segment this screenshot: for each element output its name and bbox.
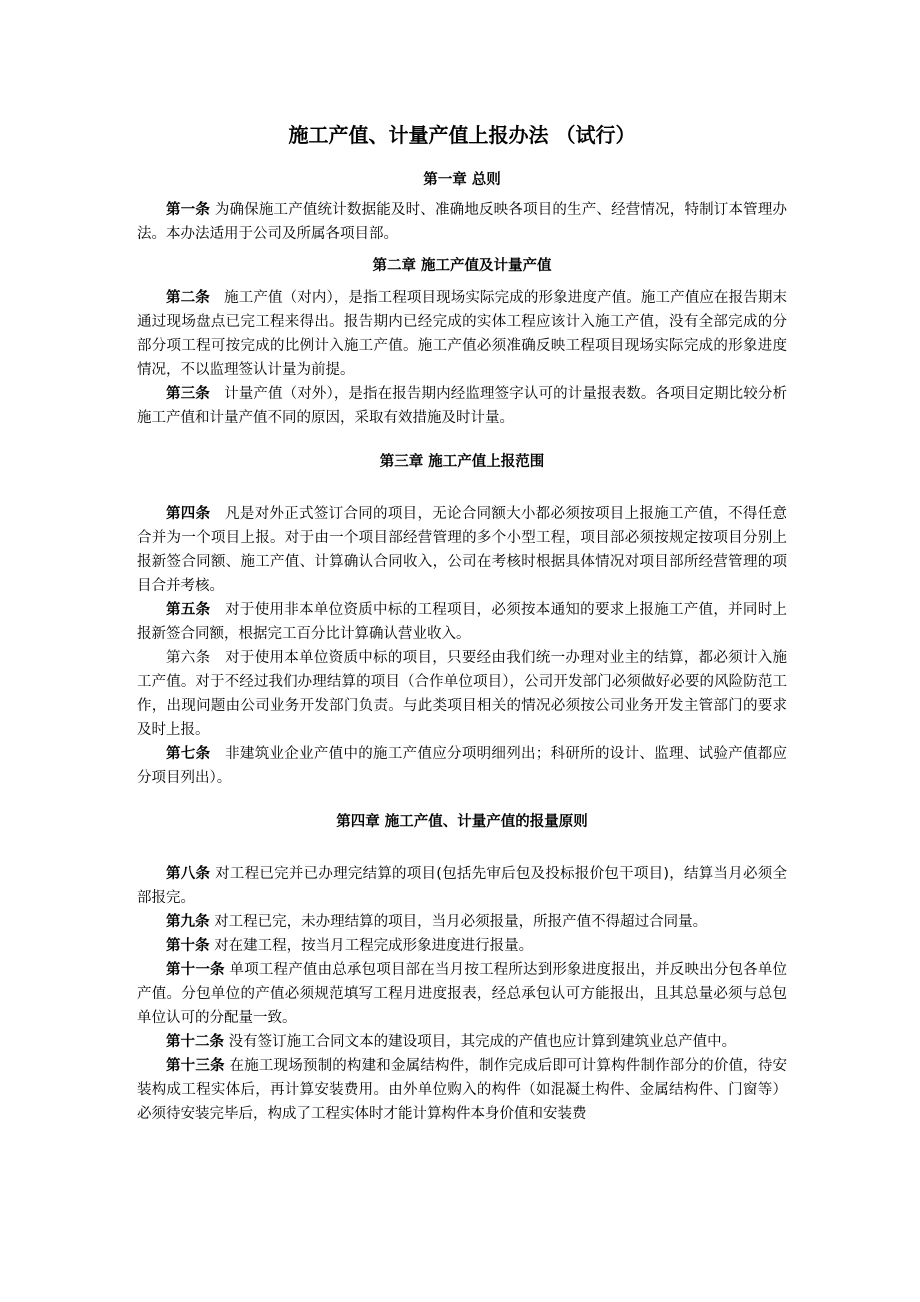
chapter-2-heading: 第二章 施工产值及计量产值	[372, 258, 552, 274]
article-text: 对于使用本单位资质中标的项目，只要经由我们统一办理对业主的结算，都必须计入施工产值。对于不经过我们办理结算的项目（合作单位项目），公司开发部门必须做好必要的风险防范工作，出现问题由公司业务开发部门负责。与此类项目相关的情况必须按公司业务开发主管部门的要求及时上报。	[137, 650, 788, 738]
article-text: 单项工程产值由总承包项目部在当月按工程所达到形象进度报出，并反映出分包各单位产值。分包单位的产值必须规范填写工程月进度报表，经总承包认可方能报出，且其总量必须与总包单位认可的分配量一致。	[137, 962, 788, 1026]
article-label: 第十二条	[166, 1034, 224, 1050]
article-13	[137, 1054, 787, 1126]
article-text: 凡是对外正式签订合同的项目，无论合同额大小都必须按项目上报施工产值，不得任意合并为一个项目上报。对于由一个项目部经营管理的多个小型工程，项目部必须按规定按项目分别上报新签合同额、施工产值、计算确认合同收入，公司在考核时根据具体情况对项目部所经营管理的项目合并考核。	[137, 506, 788, 594]
article-label: 第十条	[166, 938, 210, 954]
article-1	[137, 198, 787, 246]
article-10	[137, 934, 787, 958]
article-8	[137, 862, 787, 910]
article-text: 对于使用非本单位资质中标的工程项目，必须按本通知的要求上报施工产值，并同时上报新签合同额，根据完工百分比计算确认营业收入。	[137, 602, 788, 642]
article-label: 第二条	[166, 290, 210, 306]
article-3	[137, 382, 787, 430]
article-label: 第一条	[166, 202, 211, 218]
chapter-1-heading: 第一章 总则	[423, 172, 501, 188]
article-text: 在施工现场预制的构建和金属结构件，制作完成后即可计算构件制作部分的价值，待安装构成工程实体后，再计算安装费用。由外单位购入的构件（如混凝土构件、金属结构件、门窗等）必须待安装完毕后，构成了工程实体时才能计算构件本身价值和安装费	[137, 1058, 788, 1122]
article-7	[137, 742, 787, 790]
article-11	[137, 958, 787, 1030]
article-5	[137, 598, 787, 646]
document-page	[137, 120, 787, 1126]
chapter-3-heading: 第三章 施工产值上报范围	[379, 454, 545, 470]
article-text: 没有签订施工合同文本的建设项目，其完成的产值也应计算到建筑业总产值中。	[228, 1034, 737, 1050]
chapter-4-heading: 第四章 施工产值、计量产值的报量原则	[336, 814, 588, 830]
article-2	[137, 286, 787, 382]
document-title: 施工产值、计量产值上报办法 （试行）	[288, 123, 636, 147]
article-6	[137, 646, 787, 742]
article-label: 第八条	[166, 866, 211, 882]
article-text: 对工程已完，未办理结算的项目，当月必须报量，所报产值不得超过合同量。	[214, 914, 708, 930]
article-label: 第四条	[166, 506, 211, 522]
article-label: 第三条	[166, 386, 210, 402]
article-label: 第五条	[166, 602, 211, 618]
article-12	[137, 1030, 787, 1054]
article-text: 施工产值（对内），是指工程项目现场实际完成的形象进度产值。施工产值应在报告期末通过现场盘点已完工程来得出。报告期内已经完成的实体工程应该计入施工产值，没有全部完成的分部分项工程可按完成的比例计入施工产值。施工产值必须准确反映工程项目现场实际完成的形象进度情况，不以监理签认计量为前提。	[137, 290, 788, 378]
article-text: 非建筑业企业产值中的施工产值应分项明细列出；科研所的设计、监理、试验产值都应分项目列出）。	[137, 746, 788, 786]
article-4	[137, 502, 787, 598]
article-label: 第十三条	[166, 1058, 225, 1074]
article-text: 为确保施工产值统计数据能及时、准确地反映各项目的生产、经营情况，特制订本管理办法。本办法适用于公司及所属各项目部。	[137, 202, 788, 242]
article-9	[137, 910, 787, 934]
article-text: 计量产值（对外），是指在报告期内经监理签字认可的计量报表数。各项目定期比较分析施工产值和计量产值不同的原因，采取有效措施及时计量。	[137, 386, 788, 426]
article-label: 第九条	[166, 914, 210, 930]
article-text: 对工程已完并已办理完结算的项目(包括先审后包及投标报价包干项目)，结算当月必须全部报完。	[137, 866, 788, 906]
article-label: 第十一条	[166, 962, 225, 978]
article-label: 第六条	[166, 650, 211, 666]
article-text: 对在建工程，按当月工程完成形象进度进行报量。	[214, 938, 534, 954]
article-label: 第七条	[166, 746, 211, 762]
